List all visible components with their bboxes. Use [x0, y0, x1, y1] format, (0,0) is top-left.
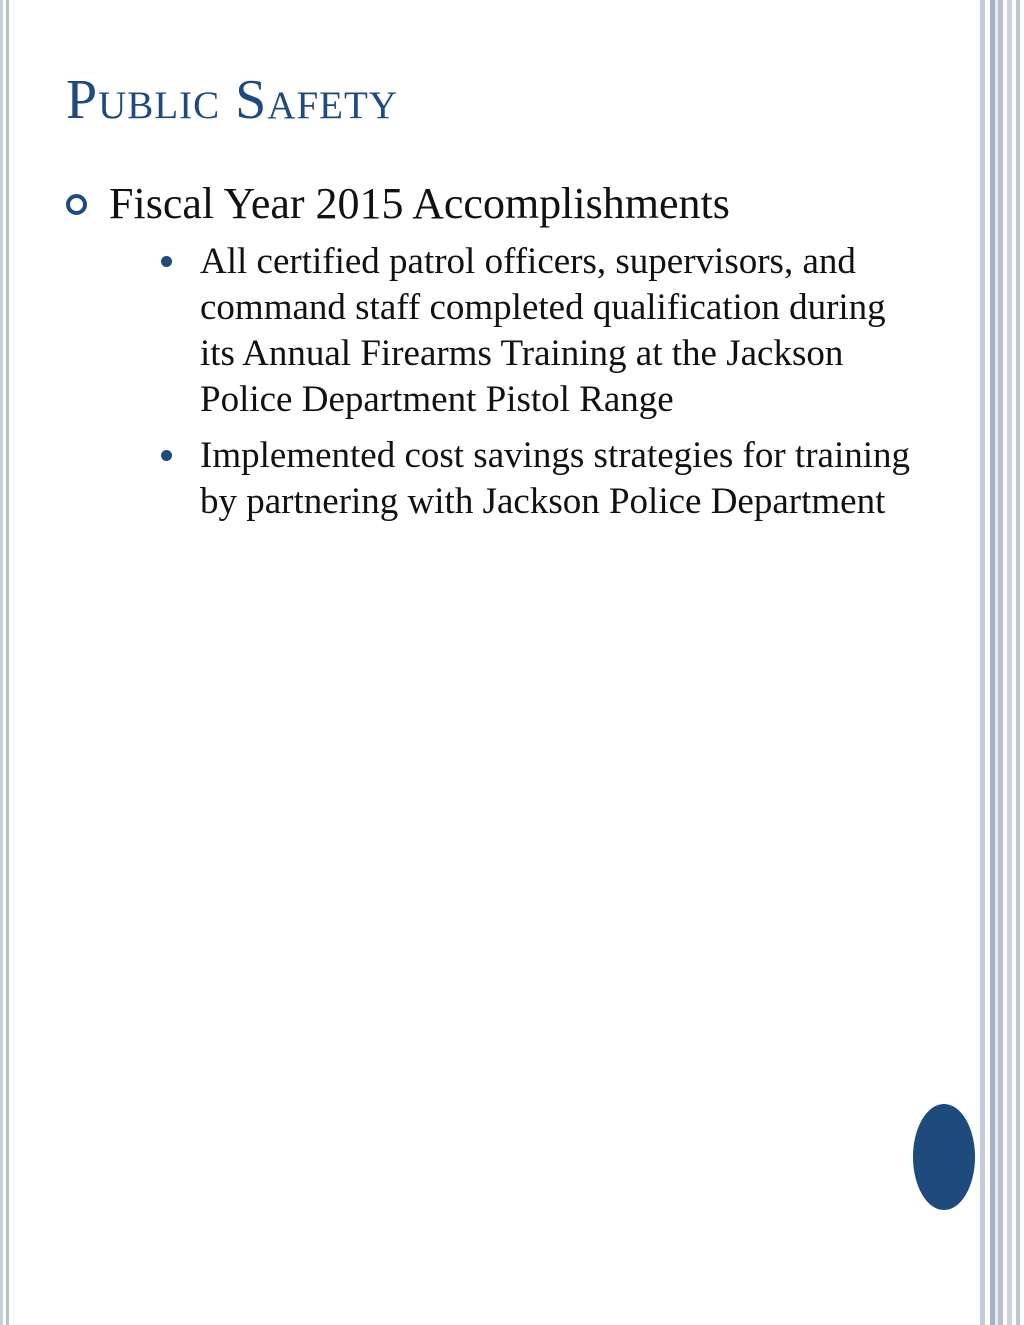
right-border-decoration: [976, 0, 1024, 1325]
dot-bullet-icon: [161, 256, 172, 267]
main-bullet-heading: Fiscal Year 2015 Accomplishments: [109, 179, 730, 228]
slide-title: Public Safety: [66, 69, 398, 131]
dot-bullet-icon: [161, 450, 172, 461]
ring-bullet-icon: [66, 194, 87, 215]
sub-bullet-text: All certified patrol officers, supervisors, and command staff completed qualification during its Annual Firearms Training at the Jackson Police Department Pistol Range: [200, 240, 886, 420]
left-border-decoration: [0, 0, 12, 1325]
list-item: [109, 433, 920, 525]
sub-bullet-text: Implemented cost savings strategies for training by partnering with Jackson Police Department: [200, 434, 911, 522]
main-bullet: [66, 178, 926, 535]
decorative-oval: [913, 1104, 975, 1210]
slide-content: [66, 178, 926, 535]
sub-bullet-list: [109, 239, 920, 525]
list-item: [109, 239, 920, 423]
